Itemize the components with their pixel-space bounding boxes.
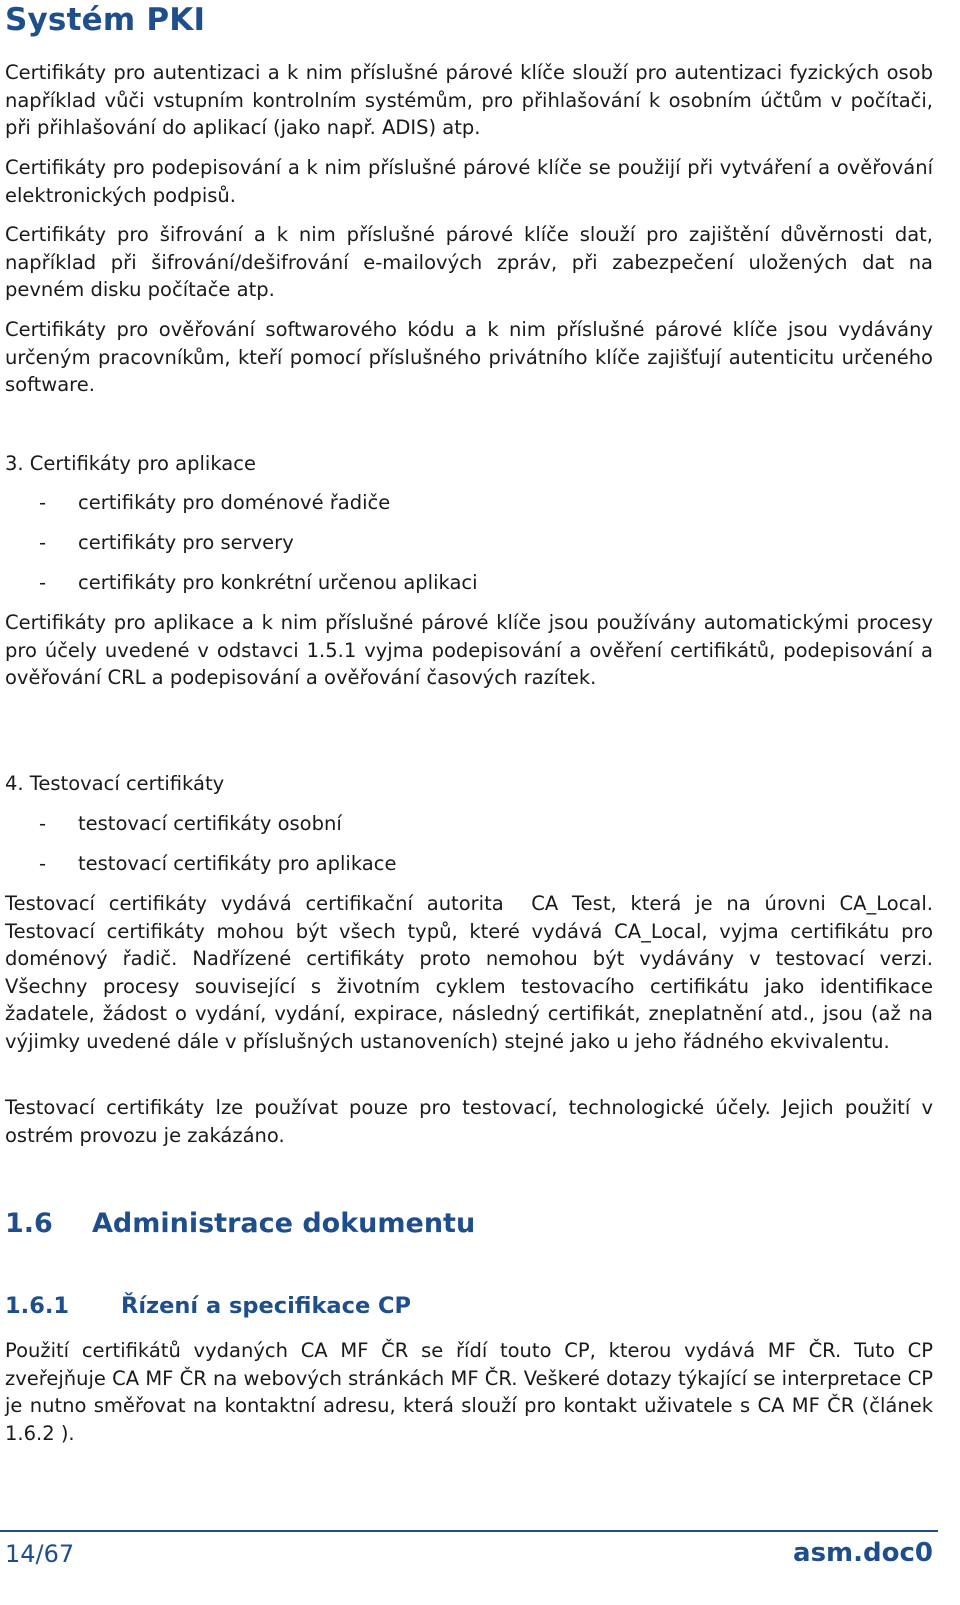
- section-3-list: [5, 489, 933, 609]
- bullet-dash: -: [39, 812, 47, 835]
- bullet-dash: -: [39, 491, 47, 514]
- section-number: 1.6: [5, 1208, 53, 1239]
- heading-1-6-1: [5, 1293, 933, 1319]
- document-name: asm.doc0: [793, 1538, 933, 1568]
- bullet-dash: -: [39, 852, 47, 875]
- section-4-heading: [5, 770, 933, 798]
- section-title: Administrace dokumentu: [92, 1208, 476, 1239]
- list-item-text: testovací certifikáty pro aplikace: [78, 852, 397, 875]
- list-item: [5, 810, 933, 850]
- paragraph-text: Certifikáty pro aplikace a k nim příslušné párové klíče jsou používány automatickými procesy pro účely uvedené v odstavci 1.5.1 vyjma podepisování a ověření certifikátů, podepisování a ověřování CRL a podepisování a ověřování časových razítek.: [5, 611, 933, 689]
- paragraph-text: Certifikáty pro autentizaci a k nim příslušné párové klíče slouží pro autentizaci fyzických osob například vůči vstupním kontrolním systémům, pro přihlašování k osobním účtům v počítači, při přihlašování do aplikací (jako např. ADIS) atp.: [5, 61, 933, 139]
- paragraph-encryption: [5, 221, 933, 304]
- paragraph-cp-management: [5, 1337, 933, 1447]
- list-item: [5, 850, 933, 890]
- list-item: [5, 569, 933, 609]
- page-title: Systém PKI: [5, 2, 206, 38]
- paragraph-text: Testovací certifikáty vydává certifikační autorita CA Test, která je na úrovni CA_Local. Testovací certifikáty mohou být všech typů, které vydává CA_Local, vyjma certifikátu pro doménový řadič. Nadřízené certifikáty proto nemohou být vydávány v testovací verzi. Všechny procesy související s životním cyklem testovacího certifikátu jako identifikace žadatele, žádost o vydání, vydání, expirace, následný certifikát, zneplatnění atd., jsou (až na výjimky uvedené dále v příslušných ustanoveních) stejné jako u jeho řádného ekvivalentu.: [5, 892, 940, 1053]
- section-3-heading: [5, 450, 933, 478]
- bullet-dash: -: [39, 571, 47, 594]
- paragraph-authentication: [5, 59, 933, 142]
- section-title: Řízení a specifikace CP: [121, 1293, 412, 1319]
- section-heading-text: 3. Certifikáty pro aplikace: [5, 452, 256, 475]
- paragraph-applications: [5, 609, 933, 692]
- section-heading-text: 4. Testovací certifikáty: [5, 772, 225, 795]
- paragraph-text: Testovací certifikáty lze používat pouze pro testovací, technologické účely. Jejich použití v ostrém provozu je zakázáno.: [5, 1096, 933, 1147]
- page-number: 14/67: [5, 1540, 75, 1568]
- paragraph-text: Certifikáty pro šifrování a k nim příslušné párové klíče slouží pro zajištění důvěrnosti dat, například při šifrování/dešifrování e-mailových zpráv, při zabezpečení uložených dat na pevném disku počítače atp.: [5, 223, 933, 301]
- paragraph-text: Certifikáty pro ověřování softwarového kódu a k nim příslušné párové klíče jsou vydávány určeným pracovníkům, kteří pomocí příslušného privátního klíče zajišťují autenticitu určeného software.: [5, 318, 933, 396]
- section-number: 1.6.1: [5, 1293, 70, 1319]
- list-item-text: testovací certifikáty osobní: [78, 812, 342, 835]
- paragraph-text: Certifikáty pro podepisování a k nim příslušné párové klíče se použijí při vytváření a ověřování elektronických podpisů.: [5, 156, 933, 207]
- paragraph-test-usage: [5, 1094, 933, 1149]
- section-4-list: [5, 810, 933, 890]
- paragraph-code-signing: [5, 316, 933, 399]
- paragraph-text: Použití certifikátů vydaných CA MF ČR se řídí touto CP, kterou vydává MF ČR. Tuto CP zveřejňuje CA MF ČR na webových stránkách MF ČR. Veškeré dotazy týkající se interpretace CP je nutno směřovat na kontaktní adresu, která slouží pro kontakt uživatele s CA MF ČR (článek 1.6.2 ).: [5, 1339, 933, 1445]
- list-item-text: certifikáty pro servery: [78, 531, 294, 554]
- footer-divider: [0, 1530, 938, 1532]
- heading-1-6: [5, 1208, 933, 1239]
- list-item: [5, 529, 933, 569]
- list-item: [5, 489, 933, 529]
- paragraph-test-certs: [5, 890, 940, 1055]
- list-item-text: certifikáty pro konkrétní určenou aplikaci: [78, 571, 478, 594]
- paragraph-signing: [5, 154, 933, 209]
- list-item-text: certifikáty pro doménové řadiče: [78, 491, 391, 514]
- bullet-dash: -: [39, 531, 47, 554]
